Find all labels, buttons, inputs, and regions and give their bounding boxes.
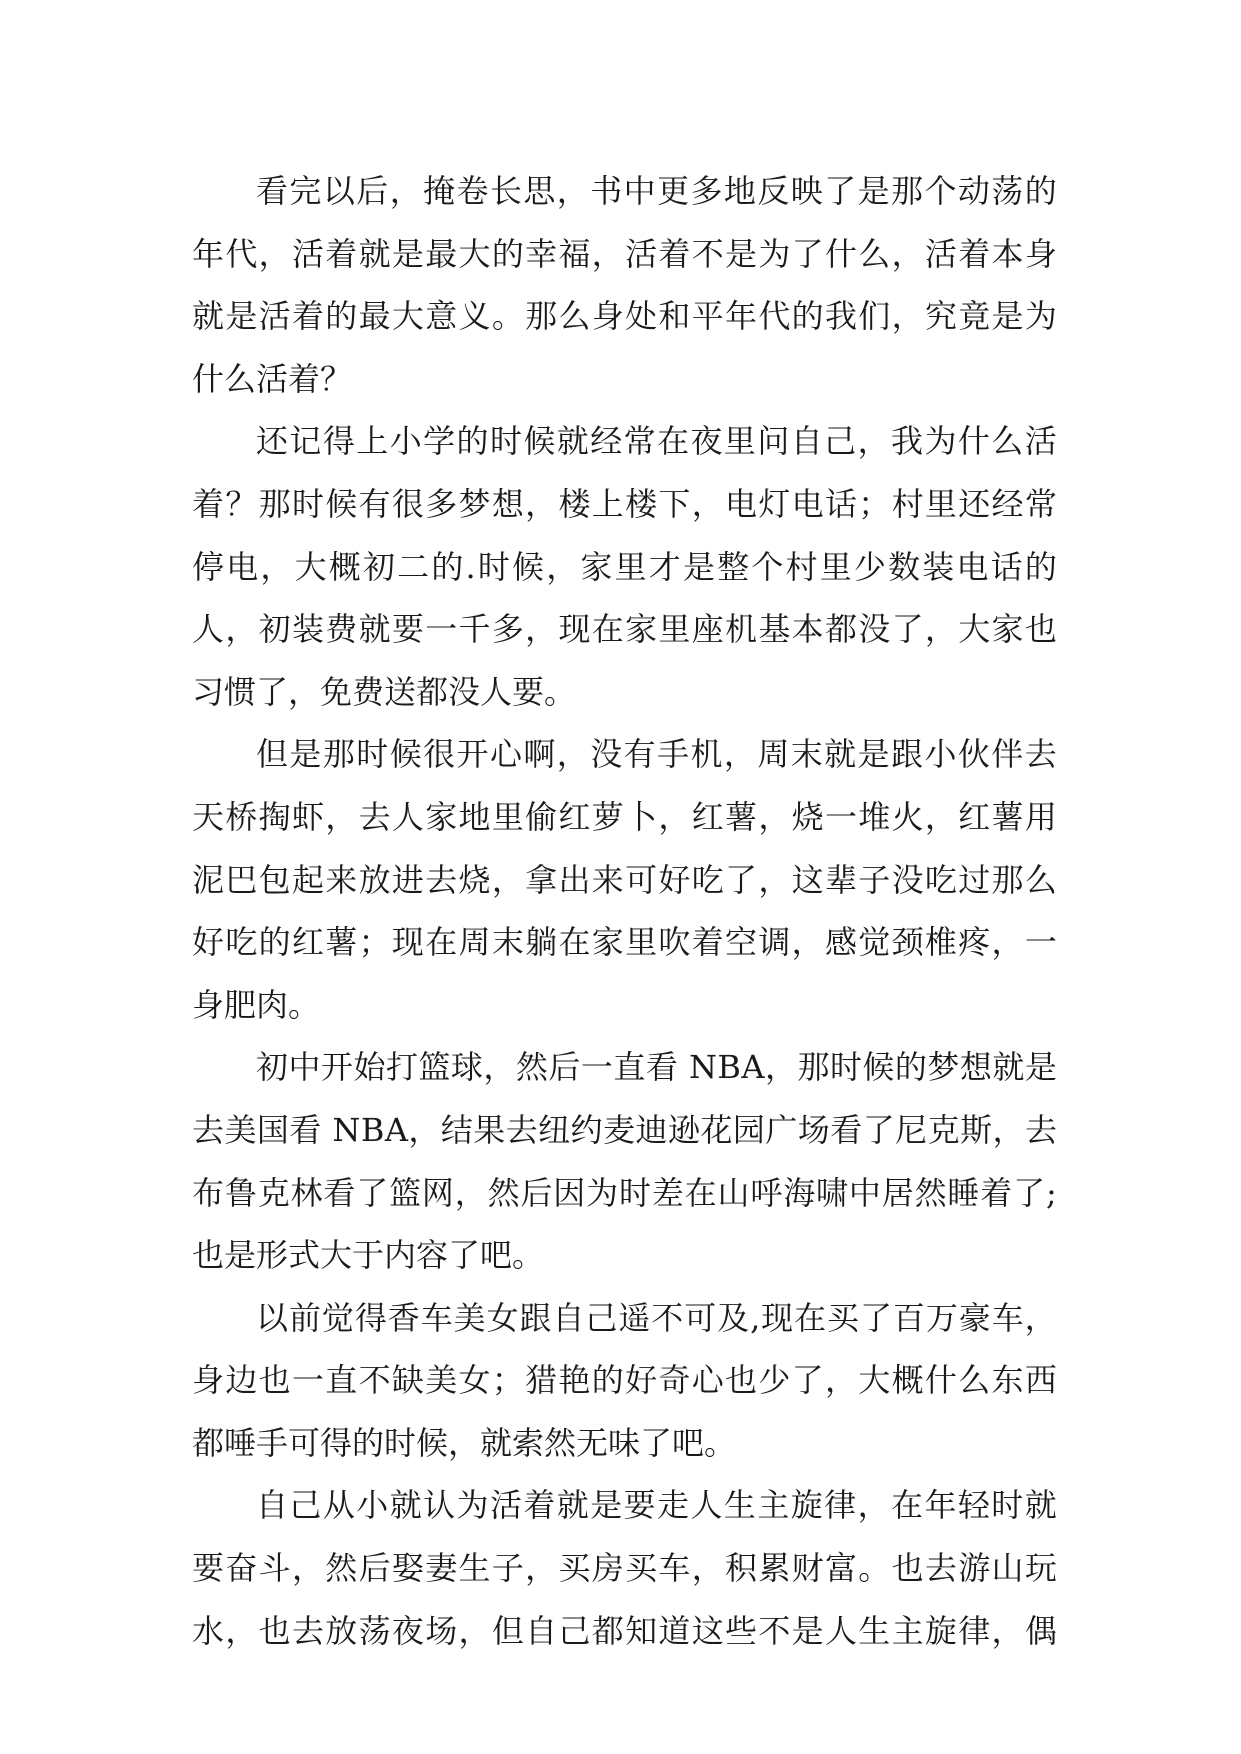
- text-line: 就 是 活 着 的 最 大 意 义 。 那 么 身 处 和 平 年 代 的 我 们 ， 究 竟 是 为: [192, 297, 1057, 336]
- text-line: 好 吃 的 红 薯 ； 现 在 周 末 躺 在 家 里 吹 着 空 调 ， 感 觉 颈 椎 疼 ， 一: [192, 923, 1057, 962]
- text-line: 布 鲁 克 林 看 了 篮 网 ， 然 后 因 为 时 差 在 山 呼 海 啸 中 居 然 睡 着 了 ;: [192, 1173, 1057, 1212]
- text-line: 什么活着？: [192, 359, 353, 398]
- text-line: 还 记 得 上 小 学 的 时 候 就 经 常 在 夜 里 问 自 己 ， 我 为 什 么 活: [256, 422, 1057, 461]
- text-line: 初 中 开 始 打 篮 球 ， 然 后 一 直 看 N B A ， 那 时 候 的 梦 想 就 是: [256, 1048, 1057, 1087]
- text-line: 以 前 觉 得 香 车 美 女 跟 自 己 遥 不 可 及 , 现 在 买 了 百 万 豪 车 ，: [256, 1298, 1057, 1337]
- paragraph: [192, 160, 1057, 410]
- text-line: 但 是 那 时 候 很 开 心 啊 ， 没 有 手 机 ， 周 末 就 是 跟 小 伙 伴 去: [256, 735, 1057, 774]
- text-line: 习惯了，免费送都没人要。: [192, 672, 577, 711]
- text-line: 天 桥 掏 虾 ， 去 人 家 地 里 偷 红 萝 卜 ， 红 薯 ， 烧 一 堆 火 ， 红 薯 用: [192, 797, 1057, 836]
- body-text: [192, 160, 1057, 1662]
- text-line: 要 奋 斗 ， 然 后 娶 妻 生 子 ， 买 房 买 车 ， 积 累 财 富 。 也 去 游 山 玩: [192, 1549, 1057, 1588]
- text-line: 自 己 从 小 就 认 为 活 着 就 是 要 走 人 生 主 旋 律 ， 在 年 轻 时 就: [256, 1486, 1057, 1525]
- text-line: 水 ， 也 去 放 荡 夜 场 ， 但 自 己 都 知 道 这 些 不 是 人 生 主 旋 律 ， 偶: [192, 1611, 1057, 1650]
- paragraph: [192, 1474, 1057, 1662]
- text-line: 年 代 ， 活 着 就 是 最 大 的 幸 福 ， 活 着 不 是 为 了 什 么 ， 活 着 本 身: [192, 234, 1057, 273]
- text-line: 人 ， 初 装 费 就 要 一 千 多 ， 现 在 家 里 座 机 基 本 都 没 了 ， 大 家 也: [192, 610, 1057, 649]
- text-line: 也是形式大于内容了吧。: [192, 1236, 545, 1275]
- paragraph: [192, 1036, 1057, 1286]
- text-line: 身肥肉。: [192, 985, 321, 1024]
- paragraph: [192, 723, 1057, 1036]
- text-line: 停 电 ， 大 概 初 二 的 . 时 候 ， 家 里 才 是 整 个 村 里 少 数 装 电 话 的: [192, 547, 1057, 586]
- text-line: 着 ？ 那 时 候 有 很 多 梦 想 ， 楼 上 楼 下 ， 电 灯 电 话 ； 村 里 还 经 常: [192, 484, 1057, 523]
- text-line: 都唾手可得的时候，就索然无味了吧。: [192, 1423, 737, 1462]
- text-line: 看 完 以 后 ， 掩 卷 长 思 ， 书 中 更 多 地 反 映 了 是 那 个 动 荡 的: [256, 172, 1057, 210]
- text-line: 泥 巴 包 起 来 放 进 去 烧 ， 拿 出 来 可 好 吃 了 ， 这 辈 子 没 吃 过 那 么: [192, 860, 1057, 899]
- paragraph: [192, 1287, 1057, 1475]
- text-line: 去 美 国 看 N B A ， 结 果 去 纽 约 麦 迪 逊 花 园 广 场 看 了 尼 克 斯 ， 去: [192, 1110, 1057, 1149]
- text-line: 身 边 也 一 直 不 缺 美 女 ； 猎 艳 的 好 奇 心 也 少 了 ， 大 概 什 么 东 西: [192, 1361, 1057, 1400]
- paragraph: [192, 410, 1057, 723]
